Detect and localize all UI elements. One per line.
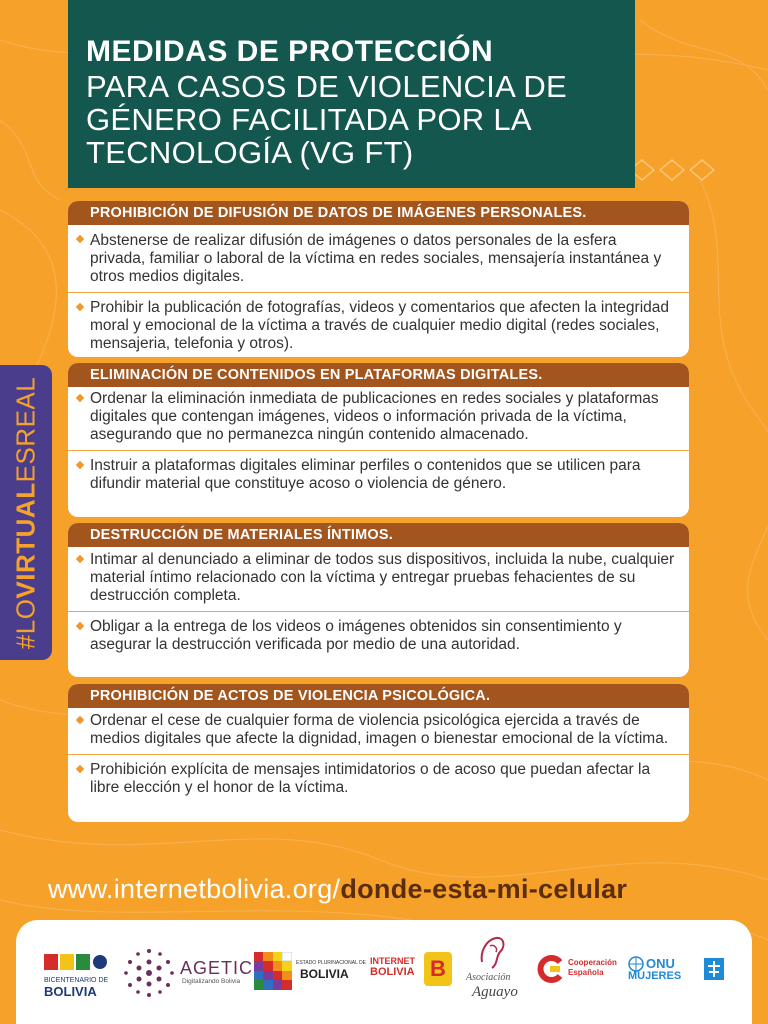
onu-mujeres-logo [628, 956, 728, 986]
agetic-circle-icon [120, 942, 178, 1004]
bullet-icon [76, 394, 84, 402]
hashtag-text [11, 376, 42, 648]
list-item-text: Prohibir la publicación de fotografías, videos y comentarios que afecten la integridad moral y emocional de la víctima a través de cualquier medio digital (redes sociales, mensajeria, telefonia y otros). [90, 299, 670, 352]
bicentenario-text-2: BOLIVIA [44, 984, 97, 999]
page-subtitle-line-3: TECNOLOGÍA (VG FT) [86, 135, 414, 170]
bicentenario-emblem-icon [44, 954, 108, 970]
bullet-icon [76, 461, 84, 469]
internet-text-1: INTERNET [370, 956, 415, 966]
bicentenario-logo [44, 954, 112, 998]
list-item [68, 225, 689, 292]
list-item [68, 754, 689, 803]
hashtag-prefix: #LO [10, 598, 41, 649]
list-item-text: Instruir a plataformas digitales eliminar perfiles o contenidos que se utilicen para difundir material que constituye acoso o violencia de género. [90, 457, 641, 492]
section-heading: PROHIBICIÓN DE DIFUSIÓN DE DATOS DE IMÁGENES PERSONALES. [68, 201, 689, 225]
bullet-icon [76, 235, 84, 243]
list-item [68, 292, 689, 357]
aguayo-text-1: Asociación [466, 972, 511, 983]
list-item [68, 547, 689, 611]
title-box [68, 0, 635, 188]
bullet-icon [76, 765, 84, 773]
section-heading: PROHIBICIÓN DE ACTOS DE VIOLENCIA PSICOLÓGICA. [68, 684, 689, 708]
estado-plurinacional-logo [254, 952, 367, 992]
campaign-url[interactable] [48, 874, 627, 905]
list-item [68, 708, 689, 754]
estado-text-1: ESTADO PLURINACIONAL DE [296, 960, 367, 966]
sponsor-logo-bar [16, 920, 752, 1024]
cooperacion-c-icon [536, 954, 566, 984]
hashtag-suffix: ESREAL [10, 376, 41, 482]
wiphala-icon [254, 952, 292, 990]
internet-b-icon: B [424, 952, 452, 986]
cooperacion-text-2: Española [568, 968, 604, 977]
page-subtitle-line-1: PARA CASOS DE VIOLENCIA DE [86, 69, 567, 104]
estado-text-2: BOLIVIA [300, 967, 349, 981]
bullet-icon [76, 303, 84, 311]
agetic-tagline: Digitalizando Bolivia [182, 978, 241, 985]
cooperacion-text-1: Cooperación [568, 958, 617, 967]
list-item-text: Obligar a la entrega de los videos o imágenes obtenidos sin consentimiento y asegurar la destrucción verificada por medio de una autoridad. [90, 618, 622, 653]
hashtag-bold: VIRTUAL [10, 481, 41, 599]
aguayo-logo [460, 932, 530, 1012]
hashtag-side-tab [0, 365, 52, 660]
list-item-text: Abstenerse de realizar difusión de imágenes o datos personales de la esfera privada, familiar o laboral de la víctima en redes sociales, mensajería instantánea y otros medios digitales. [90, 232, 662, 285]
url-domain: www.internetbolivia.org/ [48, 874, 341, 904]
section-heading: ELIMINACIÓN DE CONTENIDOS EN PLATAFORMAS DIGITALES. [68, 363, 689, 387]
section-heading: DESTRUCCIÓN DE MATERIALES ÍNTIMOS. [68, 523, 689, 547]
section-image-diffusion [68, 201, 689, 357]
list-item [68, 387, 689, 450]
list-item [68, 450, 689, 499]
bicentenario-text-1: BICENTENARIO DE [44, 977, 109, 984]
section-psychological-violence [68, 684, 689, 822]
section-intimate-materials [68, 523, 689, 677]
agetic-text: AGETIC [180, 958, 254, 978]
bullet-icon [76, 716, 84, 724]
onu-text-2: MUJERES [628, 970, 682, 982]
list-item [68, 611, 689, 660]
page-subtitle-line-2: GÉNERO FACILITADA POR LA [86, 102, 532, 137]
onu-mujeres-symbol-icon [704, 958, 724, 980]
list-item-text: Ordenar el cese de cualquier forma de violencia psicológica ejercida a través de medios digitales que afecte la dignidad, imagen o bienestar emocional de la víctima. [90, 712, 669, 747]
internet-bolivia-logo [370, 952, 460, 996]
bullet-icon [76, 555, 84, 563]
internet-text-2: BOLIVIA [370, 966, 415, 978]
agetic-logo [120, 942, 270, 1006]
page-title: MEDIDAS DE PROTECCIÓN [86, 35, 494, 68]
bullet-icon [76, 622, 84, 630]
url-path: donde-esta-mi-celular [340, 874, 628, 904]
aguayo-figure-icon [472, 932, 512, 972]
cooperacion-espanola-logo [536, 952, 626, 992]
onu-text-1: ONU [646, 956, 675, 971]
list-item-text: Ordenar la eliminación inmediata de publicaciones en redes sociales y plataformas digitales que contengan imágenes, videos o información privada de la víctima, asegurando que no permanezca ningún contenido almacenado. [90, 390, 659, 443]
list-item-text: Prohibición explícita de mensajes intimidatorios o de acoso que puedan afectar la libre elección y el honor de la víctima. [90, 761, 651, 796]
section-content-removal [68, 363, 689, 517]
aguayo-text-2: Aguayo [472, 984, 518, 1000]
list-item-text: Intimar al denunciado a eliminar de todos sus dispositivos, incluida la nube, cualquier material íntimo relacionado con la víctima y entregar pruebas fehacientes de su destrucción completa. [90, 551, 675, 604]
